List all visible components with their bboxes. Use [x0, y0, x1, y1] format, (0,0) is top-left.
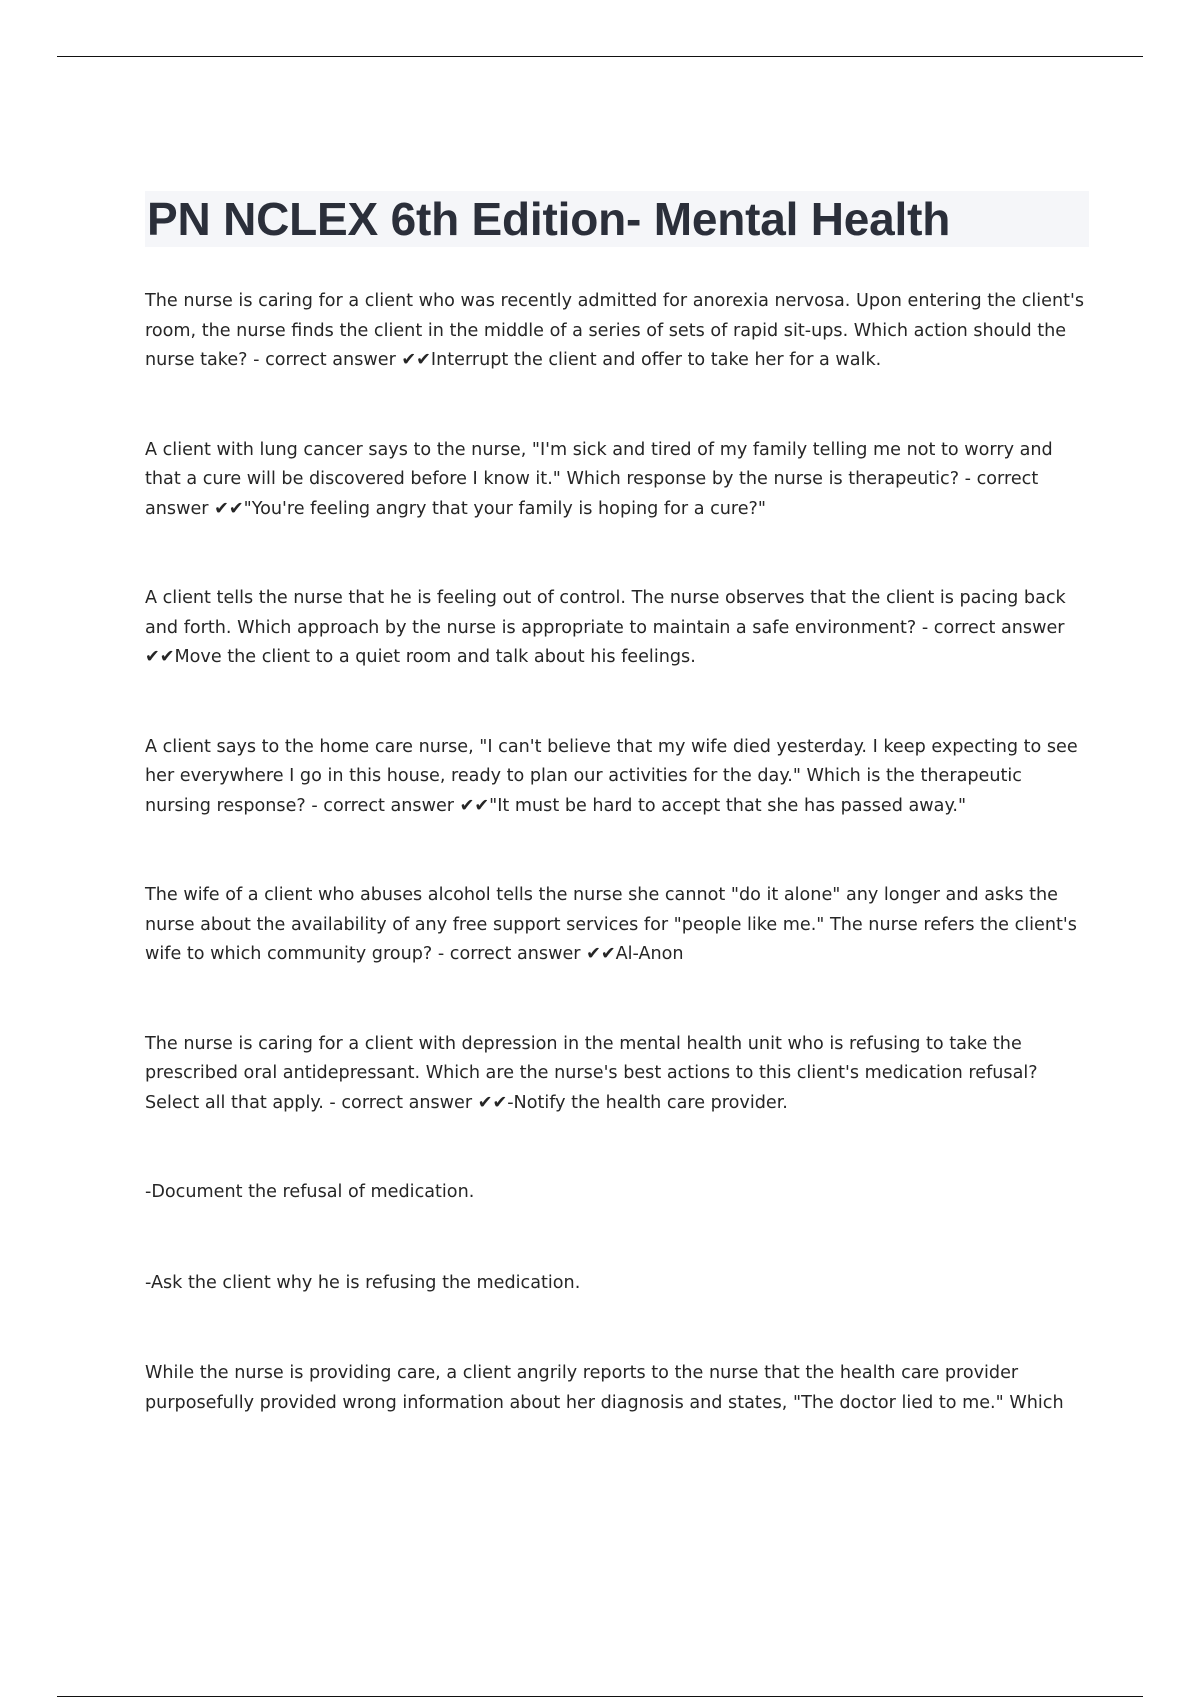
- qa-entry: [145, 1030, 1089, 1119]
- answer-separator: - correct answer: [432, 944, 587, 964]
- footer-rule: [57, 1696, 1143, 1697]
- question-text: A client tells the nurse that he is feeling out of control. The nurse observes that the client is pacing back and forth. Which approach by the nurse is appropriate to maintain a safe environment?: [145, 588, 1066, 638]
- answer-text: Move the client to a quiet room and talk about his feelings.: [174, 647, 696, 667]
- answer-separator: - correct answer: [145, 469, 1039, 519]
- checkmark-icon: ✔✔: [477, 1092, 508, 1113]
- question-text: The wife of a client who abuses alcohol tells the nurse she cannot "do it alone" any longer and asks the nurse about the availability of any free support services for "people like me." The nurse refers the client's wife to which community group?: [145, 885, 1077, 964]
- checkmark-icon: ✔✔: [145, 647, 175, 667]
- answer-text: Interrupt the client and offer to take her for a walk.: [430, 350, 882, 370]
- qa-entry: [145, 733, 1089, 822]
- qa-entry: [145, 436, 1089, 525]
- trailing-question: While the nurse is providing care, a client angrily reports to the nurse that the health care provider purposefully provided wrong information about her diagnosis and states, "The doctor lied to me." Which: [145, 1363, 1064, 1413]
- answer-continuation-line: -Ask the client why he is refusing the medication.: [145, 1272, 581, 1293]
- answer-text: "It must be hard to accept that she has passed away.": [489, 795, 967, 816]
- qa-list: [145, 287, 1089, 1418]
- question-text: The nurse is caring for a client who was recently admitted for anorexia nervosa. Upon entering the client's room, the nurse finds the client in the middle of a series of sets of rapid sit-ups. Which action should the nurse take?: [145, 291, 1085, 370]
- qa-entry: [145, 584, 1089, 673]
- checkmark-icon: ✔✔: [586, 944, 616, 964]
- header-rule: [57, 56, 1143, 57]
- answer-separator: - correct answer: [323, 1092, 478, 1113]
- question-text: A client says to the home care nurse, "I can't believe that my wife died yesterday. I keep expecting to see her everywhere I go in this house, ready to plan our activities for the day." Which is the therapeutic nursing response?: [145, 736, 1078, 816]
- answer-separator: - correct answer: [247, 350, 402, 370]
- checkmark-icon: ✔✔: [401, 350, 431, 370]
- checkmark-icon: ✔✔: [459, 795, 490, 816]
- document-body: [145, 191, 1089, 1478]
- answer-separator: - correct answer: [305, 795, 460, 816]
- answer-text: "You're feeling angry that your family is hoping for a cure?": [243, 498, 766, 519]
- document-title: PN NCLEX 6th Edition- Mental Health: [147, 193, 951, 245]
- question-text: The nurse is caring for a client with depression in the mental health unit who is refusing to take the prescribed oral antidepressant. Which are the nurse's best actions to this client's medication refusal? Select all that apply.: [145, 1033, 1038, 1113]
- question-text: A client with lung cancer says to the nurse, "I'm sick and tired of my family telling me not to worry and that a cure will be discovered before I know it." Which response by the nurse is therapeutic?: [145, 439, 1053, 489]
- title-banner: [145, 191, 1089, 247]
- qa-entry: [145, 881, 1089, 970]
- answer-text: -Notify the health care provider.: [507, 1092, 788, 1113]
- answer-text: Al-Anon: [615, 944, 684, 964]
- answer-continuation-line: -Document the refusal of medication.: [145, 1182, 475, 1202]
- answer-separator: - correct answer: [916, 617, 1065, 638]
- qa-entry: [145, 287, 1089, 376]
- checkmark-icon: ✔✔: [214, 498, 244, 519]
